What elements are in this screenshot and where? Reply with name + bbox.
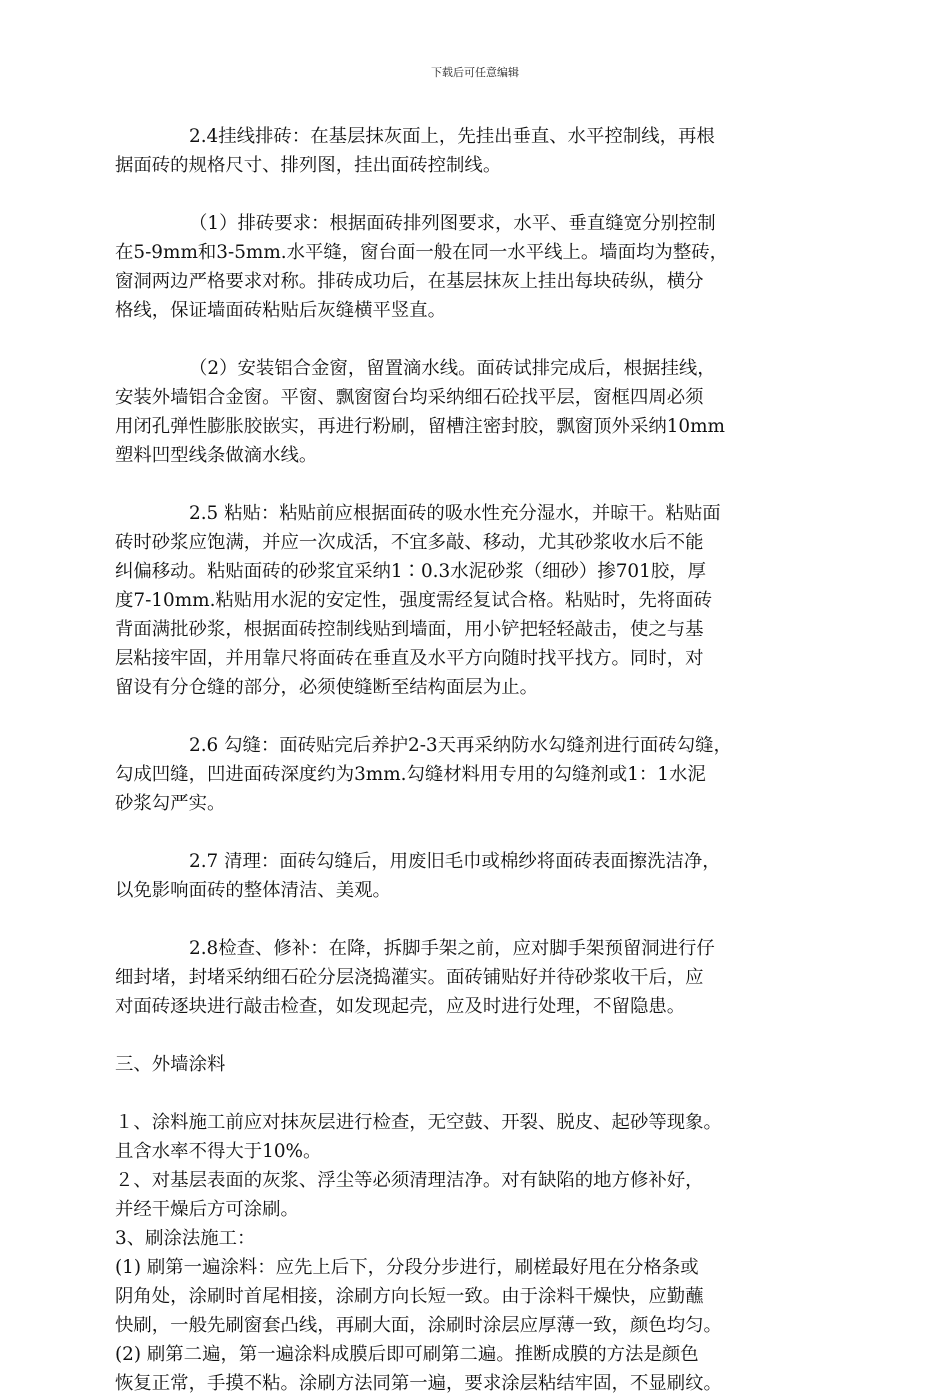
list-line: (2) 刷第二遍，第一遍涂料成膜后即可刷第二遍。推断成膜的方法是颜色 bbox=[115, 1344, 699, 1365]
paragraph-line: （2）安装铝合金窗，留置滴水线。面砖试排完成后，根据挂线， bbox=[189, 358, 716, 379]
paragraph-line: 留设有分仓缝的部分，必须使缝断至结构面层为止。 bbox=[115, 677, 538, 698]
paragraph-line: （1）排砖要求：根据面砖排列图要求，水平、垂直缝宽分别控制 bbox=[189, 213, 716, 234]
page-header: 下载后可任意编辑 bbox=[431, 66, 519, 79]
paragraph-line: 用闭孔弹性膨胀胶嵌实，再进行粉刷，留槽注密封胶，飘窗顶外采纳10mm bbox=[115, 416, 725, 437]
paragraph-line: 2.7 清理：面砖勾缝后，用废旧毛巾或棉纱将面砖表面擦洗洁净， bbox=[189, 851, 721, 872]
paragraph-line: 对面砖逐块进行敲击检查，如发现起壳，应及时进行处理，不留隐患。 bbox=[115, 996, 686, 1017]
paragraph-2-8 bbox=[115, 934, 845, 1021]
list-line: (1) 刷第一遍涂料：应先上后下，分段分步进行，刷槎最好甩在分格条或 bbox=[115, 1257, 699, 1278]
paragraph-line: 2.8检查、修补：在降，拆脚手架之前，应对脚手架预留洞进行仔 bbox=[189, 938, 715, 959]
paragraph-line: 2.5 粘贴：粘贴前应根据面砖的吸水性充分湿水，并晾干。粘贴面 bbox=[189, 503, 721, 524]
paragraph-line: 细封堵，封堵采纳细石砼分层浇捣灌实。面砖铺贴好并待砂浆收干后，应 bbox=[115, 967, 704, 988]
list-line: ２、对基层表面的灰浆、浮尘等必须清理洁净。对有缺陷的地方修补好， bbox=[115, 1170, 704, 1191]
paragraph-2-7 bbox=[115, 847, 845, 905]
paragraph-line: 背面满批砂浆，根据面砖控制线贴到墙面，用小铲把轻轻敲击，使之与基 bbox=[115, 619, 704, 640]
paragraph-2-5 bbox=[115, 499, 845, 702]
paragraph-line: 据面砖的规格尺寸、排列图，挂出面砖控制线。 bbox=[115, 155, 502, 176]
list-line: 且含水率不得大于10%。 bbox=[115, 1141, 322, 1162]
paragraph-line: 勾成凹缝，凹进面砖深度约为3mm.勾缝材料用专用的勾缝剂或1：1水泥 bbox=[115, 764, 706, 785]
paragraph-line: 安装外墙铝合金窗。平窗、飘窗窗台均采纳细石砼找平层，窗框四周必须 bbox=[115, 387, 704, 408]
section-title bbox=[115, 1050, 845, 1079]
paragraph-line: 纠偏移动。粘贴面砖的砂浆宜采纳1∶0.3水泥砂浆（细砂）掺701胶，厚 bbox=[115, 561, 706, 582]
list-line: 3、刷涂法施工： bbox=[115, 1228, 256, 1249]
list-line: 并经干燥后方可涂刷。 bbox=[115, 1199, 299, 1220]
paragraph-line: 塑料凹型线条做滴水线。 bbox=[115, 445, 318, 466]
paragraph-line: 层粘接牢固，并用靠尺将面砖在垂直及水平方向随时找平找方。同时，对 bbox=[115, 648, 704, 669]
paragraph-line: 窗洞两边严格要求对称。排砖成功后，在基层抹灰上挂出每块砖纵，横分 bbox=[115, 271, 704, 292]
paragraph-line: 砂浆勾严实。 bbox=[115, 793, 226, 814]
document-body bbox=[115, 122, 845, 1398]
section-title-text: 三、外墙涂料 bbox=[115, 1054, 226, 1075]
list-line: 恢复正常，手摸不粘。涂刷方法同第一遍，要求涂层粘结牢固，不显刷纹。 bbox=[115, 1373, 722, 1394]
paragraph-window-install bbox=[115, 354, 845, 470]
list-line: 阴角处，涂刷时首尾相接，涂刷方向长短一致。由于涂料干燥快，应勤蘸 bbox=[115, 1286, 704, 1307]
paragraph-line: 2.6 勾缝：面砖贴完后养护2-3天再采纳防水勾缝剂进行面砖勾缝， bbox=[189, 735, 732, 756]
paragraph-line: 在5-9mm和3-5mm.水平缝，窗台面一般在同一水平线上。墙面均为整砖， bbox=[115, 242, 728, 263]
paragraph-brick-layout bbox=[115, 209, 845, 325]
paragraph-line: 2.4挂线排砖：在基层抹灰面上，先挂出垂直、水平控制线，再根 bbox=[189, 126, 715, 147]
list-line: 快刷，一般先刷窗套凸线，再刷大面，涂刷时涂层应厚薄一致，颜色均匀。 bbox=[115, 1315, 722, 1336]
paragraph-2-6 bbox=[115, 731, 845, 818]
paragraph-line: 以免影响面砖的整体清洁、美观。 bbox=[115, 880, 391, 901]
paragraph-line: 格线，保证墙面砖粘贴后灰缝横平竖直。 bbox=[115, 300, 447, 321]
coating-steps-list bbox=[115, 1108, 845, 1398]
paragraph-2-4 bbox=[115, 122, 845, 180]
paragraph-line: 度7-10mm.粘贴用水泥的安定性，强度需经复试合格。粘贴时，先将面砖 bbox=[115, 590, 712, 611]
list-line: １、涂料施工前应对抹灰层进行检查，无空鼓、开裂、脱皮、起砂等现象。 bbox=[115, 1112, 722, 1133]
paragraph-line: 砖时砂浆应饱满，并应一次成活，不宜多敲、移动，尤其砂浆收水后不能 bbox=[115, 532, 704, 553]
